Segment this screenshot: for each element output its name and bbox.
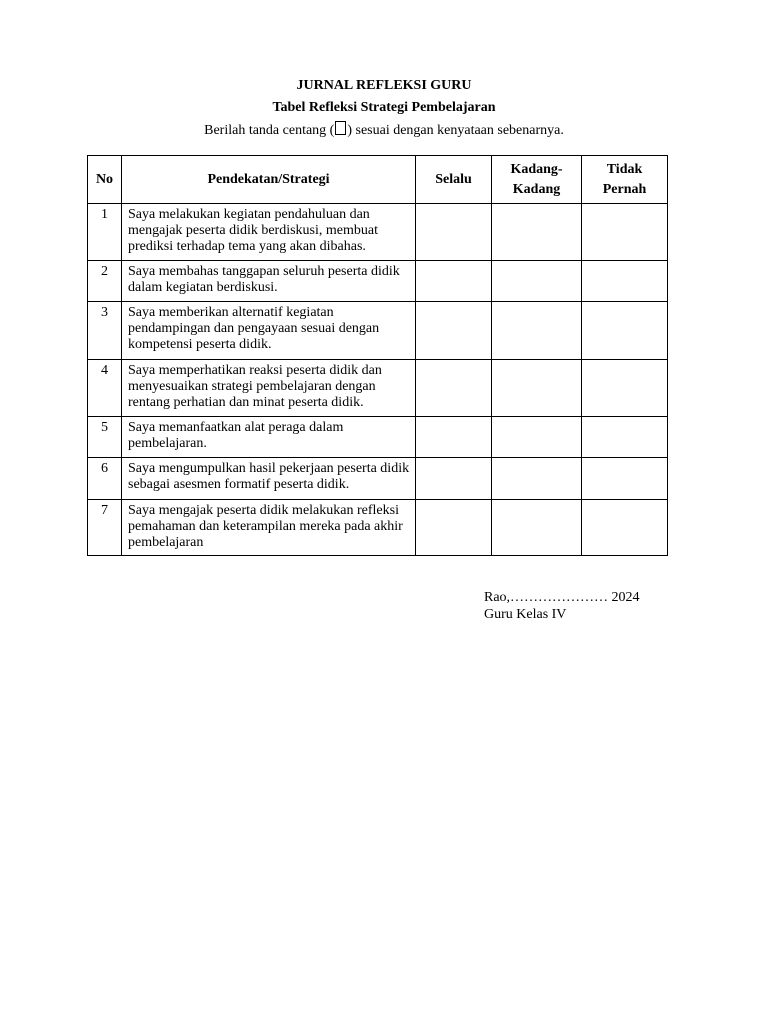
instruction-text-start: Berilah tanda centang ( bbox=[204, 123, 335, 138]
table-row bbox=[88, 417, 668, 458]
checkbox-cell-never[interactable] bbox=[582, 261, 668, 302]
row-number: 4 bbox=[88, 360, 122, 417]
checkbox-cell-sometimes[interactable] bbox=[492, 261, 582, 302]
column-header-no: No bbox=[88, 156, 122, 204]
checkbox-cell-never[interactable] bbox=[582, 204, 668, 261]
checkbox-cell-sometimes[interactable] bbox=[492, 417, 582, 458]
column-header-never-line1: Tidak bbox=[606, 161, 643, 177]
checkbox-cell-sometimes[interactable] bbox=[492, 204, 582, 261]
column-header-never-line2: Pernah bbox=[602, 181, 647, 197]
signature-role: Guru Kelas IV bbox=[484, 607, 567, 622]
instruction-text-end: ) sesuai dengan kenyataan sebenarnya. bbox=[347, 123, 564, 138]
checkbox-cell-always[interactable] bbox=[416, 261, 492, 302]
column-header-strategy: Pendekatan/Strategi bbox=[122, 156, 416, 204]
row-statement: Saya mengajak peserta didik melakukan refleksi pemahaman dan keterampilan mereka pada akhir pembelajaran bbox=[122, 500, 416, 556]
checkbox-cell-never[interactable] bbox=[582, 458, 668, 500]
checkbox-cell-always[interactable] bbox=[416, 500, 492, 556]
checkbox-cell-always[interactable] bbox=[416, 417, 492, 458]
table-header-row bbox=[88, 156, 668, 204]
instruction-text bbox=[0, 119, 768, 143]
row-statement: Saya memanfaatkan alat peraga dalam pembelajaran. bbox=[122, 417, 416, 458]
column-header-sometimes-line2: Kadang bbox=[512, 181, 561, 197]
row-statement: Saya memperhatikan reaksi peserta didik dan menyesuaikan strategi pembelajaran dengan rentang perhatian dan minat peserta didik. bbox=[122, 360, 416, 417]
document-title: JURNAL REFLEKSI GURU bbox=[296, 78, 472, 93]
checkbox-cell-always[interactable] bbox=[416, 302, 492, 360]
checkmark-box-icon bbox=[335, 121, 346, 135]
table-row bbox=[88, 360, 668, 417]
signature-place-date: Rao,………………… 2024 bbox=[484, 590, 640, 605]
column-header-sometimes bbox=[492, 156, 582, 204]
checkbox-cell-sometimes[interactable] bbox=[492, 302, 582, 360]
table-row bbox=[88, 204, 668, 261]
checkbox-cell-never[interactable] bbox=[582, 360, 668, 417]
checkbox-cell-never[interactable] bbox=[582, 500, 668, 556]
signature-block bbox=[484, 589, 640, 623]
row-number: 3 bbox=[88, 302, 122, 360]
row-number: 5 bbox=[88, 417, 122, 458]
row-number: 1 bbox=[88, 204, 122, 261]
checkbox-cell-sometimes[interactable] bbox=[492, 458, 582, 500]
table-row bbox=[88, 458, 668, 500]
checkbox-cell-sometimes[interactable] bbox=[492, 500, 582, 556]
column-header-never bbox=[582, 156, 668, 204]
row-number: 6 bbox=[88, 458, 122, 500]
table-row bbox=[88, 500, 668, 556]
table-row bbox=[88, 302, 668, 360]
checkbox-cell-always[interactable] bbox=[416, 360, 492, 417]
document-header bbox=[0, 75, 768, 143]
document-subtitle: Tabel Refleksi Strategi Pembelajaran bbox=[272, 100, 496, 115]
checkbox-cell-never[interactable] bbox=[582, 302, 668, 360]
checkbox-cell-always[interactable] bbox=[416, 204, 492, 261]
checkbox-cell-never[interactable] bbox=[582, 417, 668, 458]
row-number: 2 bbox=[88, 261, 122, 302]
checkbox-cell-sometimes[interactable] bbox=[492, 360, 582, 417]
row-statement: Saya membahas tanggapan seluruh peserta didik dalam kegiatan berdiskusi. bbox=[122, 261, 416, 302]
row-statement: Saya melakukan kegiatan pendahuluan dan mengajak peserta didik berdiskusi, membuat prediksi terhadap tema yang akan dibahas. bbox=[122, 204, 416, 261]
column-header-always: Selalu bbox=[416, 156, 492, 204]
checkbox-cell-always[interactable] bbox=[416, 458, 492, 500]
row-statement: Saya mengumpulkan hasil pekerjaan peserta didik sebagai asesmen formatif peserta didik. bbox=[122, 458, 416, 500]
row-statement: Saya memberikan alternatif kegiatan pendampingan dan pengayaan sesuai dengan kompetensi peserta didik. bbox=[122, 302, 416, 360]
table-row bbox=[88, 261, 668, 302]
reflection-table bbox=[87, 155, 668, 556]
row-number: 7 bbox=[88, 500, 122, 556]
column-header-sometimes-line1: Kadang- bbox=[510, 161, 563, 177]
